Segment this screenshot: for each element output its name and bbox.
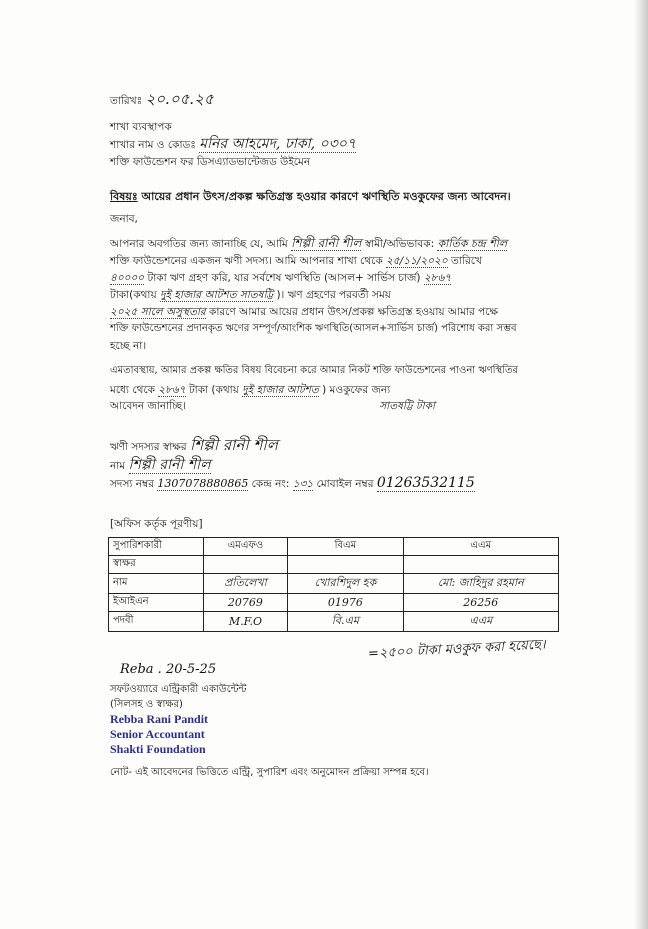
- col-mfo: এমএফও: [203, 538, 288, 556]
- guardian-name: কার্তিক চন্দ্র শীল: [437, 237, 508, 250]
- table-row: [109, 612, 559, 632]
- col-recommender: সুপারিশকারী: [109, 538, 204, 556]
- p1-text-b: স্বামী/অভিভাবক:: [364, 238, 435, 250]
- bm-designation: বি.এম: [288, 612, 403, 632]
- bm-name: খোরশিদুল হক: [288, 574, 403, 594]
- accountant-signature: Reba . 20-5-25: [120, 662, 217, 677]
- table-row: [109, 594, 559, 612]
- mfo-signature: [203, 556, 288, 574]
- subject-text: আয়ের প্রধান উৎস/প্রকল্প ক্ষতিগ্রস্ত হওয়ার কারণে ঋণস্থিতি মওকুফের জন্য আবেদন।: [141, 190, 511, 203]
- member-name-label: নাম: [110, 460, 126, 472]
- member-number-value: 1307078880865: [157, 477, 249, 490]
- accountant-role: সফটওয়্যারে এন্ট্রিকারী একাউন্টেন্ট: [110, 684, 247, 695]
- am-designation: এএম: [403, 612, 558, 632]
- table-row: [109, 556, 559, 574]
- row-label-ein: ইআইএন: [109, 594, 204, 612]
- salutation: জনাব,: [110, 213, 138, 225]
- office-table: [108, 537, 559, 632]
- org-line: শক্তি ফাউন্ডেশন ফর ডিসএ্যাডভান্টেজড উইমেন: [110, 156, 311, 168]
- center-value: ১৩১: [292, 478, 314, 490]
- balance-amount: ২৮৬৭: [423, 272, 452, 284]
- page-edge-shadow: [634, 0, 648, 929]
- date-value: ২০.০৫.২৫: [145, 90, 214, 108]
- member-sign-line: [110, 438, 278, 454]
- am-name: মো: জাহিদুর রহমান: [403, 574, 558, 594]
- p1-text-e: টাকা ঋণ গ্রহণ করি, যার সর্বশেষ ঋণস্থিতি (আসল+ সার্ভিস চার্জ): [147, 272, 421, 284]
- row-label-designation: পদবী: [109, 612, 204, 632]
- member-number-label: সদস্য নম্বর: [110, 478, 154, 490]
- mobile-value: 01263532115: [376, 475, 475, 491]
- damage-cause: ২০২৫ সালে অসুস্থতার: [110, 306, 206, 318]
- p2-text-b: মধ্যে থেকে: [110, 384, 155, 396]
- member-number-line: [110, 476, 475, 491]
- branch-label: শাখার নাম ও কোডঃ: [110, 139, 196, 151]
- body-paragraph-1: [110, 236, 550, 353]
- p2-text-a: এমতাবস্থায়, আমার প্রকল্প ক্ষতির বিষয় বিবেচনা করে আমার নিকট শক্তি ফাউন্ডেশনের পাওনা ঋণস্থিতির: [110, 365, 519, 376]
- row-label-name: নাম: [109, 574, 204, 594]
- am-signature: [403, 556, 558, 574]
- footnote: নোট- এই আবেদনের ভিত্তিতে এন্ট্রি, সুপারিশ এবং অনুমোদন প্রক্রিয়া সম্পন্ন হবে।: [110, 767, 429, 778]
- bm-signature: [288, 556, 403, 574]
- accountant-stamp: [110, 712, 208, 757]
- stamp-name: Rebba Rani Pandit: [110, 712, 209, 726]
- date-line: [110, 92, 214, 108]
- member-name-line: [110, 458, 211, 473]
- stamp-title: Senior Accountant: [110, 727, 205, 741]
- member-signature: শিল্পী রানী শীল: [189, 436, 278, 454]
- date-label: তারিখঃ: [110, 95, 143, 107]
- col-bm: বিএম: [288, 538, 403, 556]
- waive-in-words: দুই হাজার আটশত: [242, 384, 319, 396]
- p1-text-f: টাকা(কথায়: [110, 289, 157, 301]
- p1-text-d: তারিখে: [451, 255, 482, 267]
- bm-ein: 01976: [288, 594, 403, 612]
- waive-amount: ২৮৬৭: [158, 384, 186, 396]
- applicant-name: শিল্পী রানী শীল: [291, 236, 362, 250]
- p1-text-h: কারণে আমার আয়ের প্রধান উৎস/প্রকল্প ক্ষতিগ্রস্ত হওয়ায় আমার পক্ষে: [209, 306, 498, 318]
- branch-value: মনির আহমেদ, ঢাকা, ০৩০৭: [199, 136, 356, 152]
- loan-amount: ৪০০০০: [110, 272, 145, 284]
- member-name-value: শিল্পী রানী শীল: [128, 457, 211, 473]
- stamp-org: Shakti Foundation: [110, 742, 206, 756]
- p2-text-e: আবেদন জানাচ্ছি।: [110, 400, 186, 412]
- loan-date: ২৫/১১/২০২০: [386, 255, 448, 267]
- mfo-designation: M.F.O: [203, 612, 288, 632]
- center-label: কেন্দ্র নং:: [251, 478, 290, 490]
- branch-line: [110, 137, 356, 152]
- col-am: এএম: [403, 538, 558, 556]
- approval-note: =২৫০০ টাকা মওকুফ করা হয়েছে।: [367, 637, 547, 662]
- waive-in-words-2: সাতষট্টি টাকা: [379, 400, 436, 412]
- p1-text-c: শক্তি ফাউন্ডেশনের একজন ঋণী সদস্য। আমি আপনার শাখা থেকে: [110, 255, 383, 267]
- p2-text-c: টাকা (কথায়: [188, 384, 239, 396]
- p1-text-g: )। ঋণ গ্রহণের পরবর্তী সময়: [276, 289, 391, 301]
- subject-line: [110, 188, 511, 207]
- accountant-seal-note: (সিলসহ ও স্বাক্ষর): [110, 699, 183, 710]
- body-paragraph-2: [110, 364, 550, 413]
- member-sign-label: ঋণী সদস্যর স্বাক্ষর: [110, 441, 187, 453]
- manager-line: শাখা ব্যবস্থাপক: [110, 121, 172, 133]
- mobile-label: মোবাইল নম্বর: [316, 478, 374, 490]
- p1-text-i: শক্তি ফাউন্ডেশনের প্রদানকৃত ঋণের সম্পূর্ণ/আংশিক ঋণস্থিতি(আসল+সার্ভিস চার্জ) পরিশোধ করা সম্ভব: [110, 323, 517, 334]
- mfo-ein: 20769: [203, 594, 288, 612]
- mfo-name: প্রতিলেখা: [203, 574, 288, 594]
- p1-text-a: আপনার অবগতির জন্য জানাচ্ছি যে, আমি: [110, 238, 288, 250]
- office-heading: [অফিস কর্তৃক পূরণীয়]: [110, 518, 203, 530]
- table-row: [109, 574, 559, 594]
- p1-text-j: হচ্ছে না।: [110, 340, 147, 352]
- subject-label: বিষয়ঃ: [110, 190, 138, 203]
- office-header-row: [109, 538, 559, 556]
- row-label-signature: স্বাক্ষর: [109, 556, 204, 574]
- am-ein: 26256: [403, 594, 558, 612]
- p2-text-d: ) মওকুফের জন্য: [322, 384, 391, 396]
- balance-in-words: দুই হাজার আটশত সাতষট্টি: [159, 289, 274, 301]
